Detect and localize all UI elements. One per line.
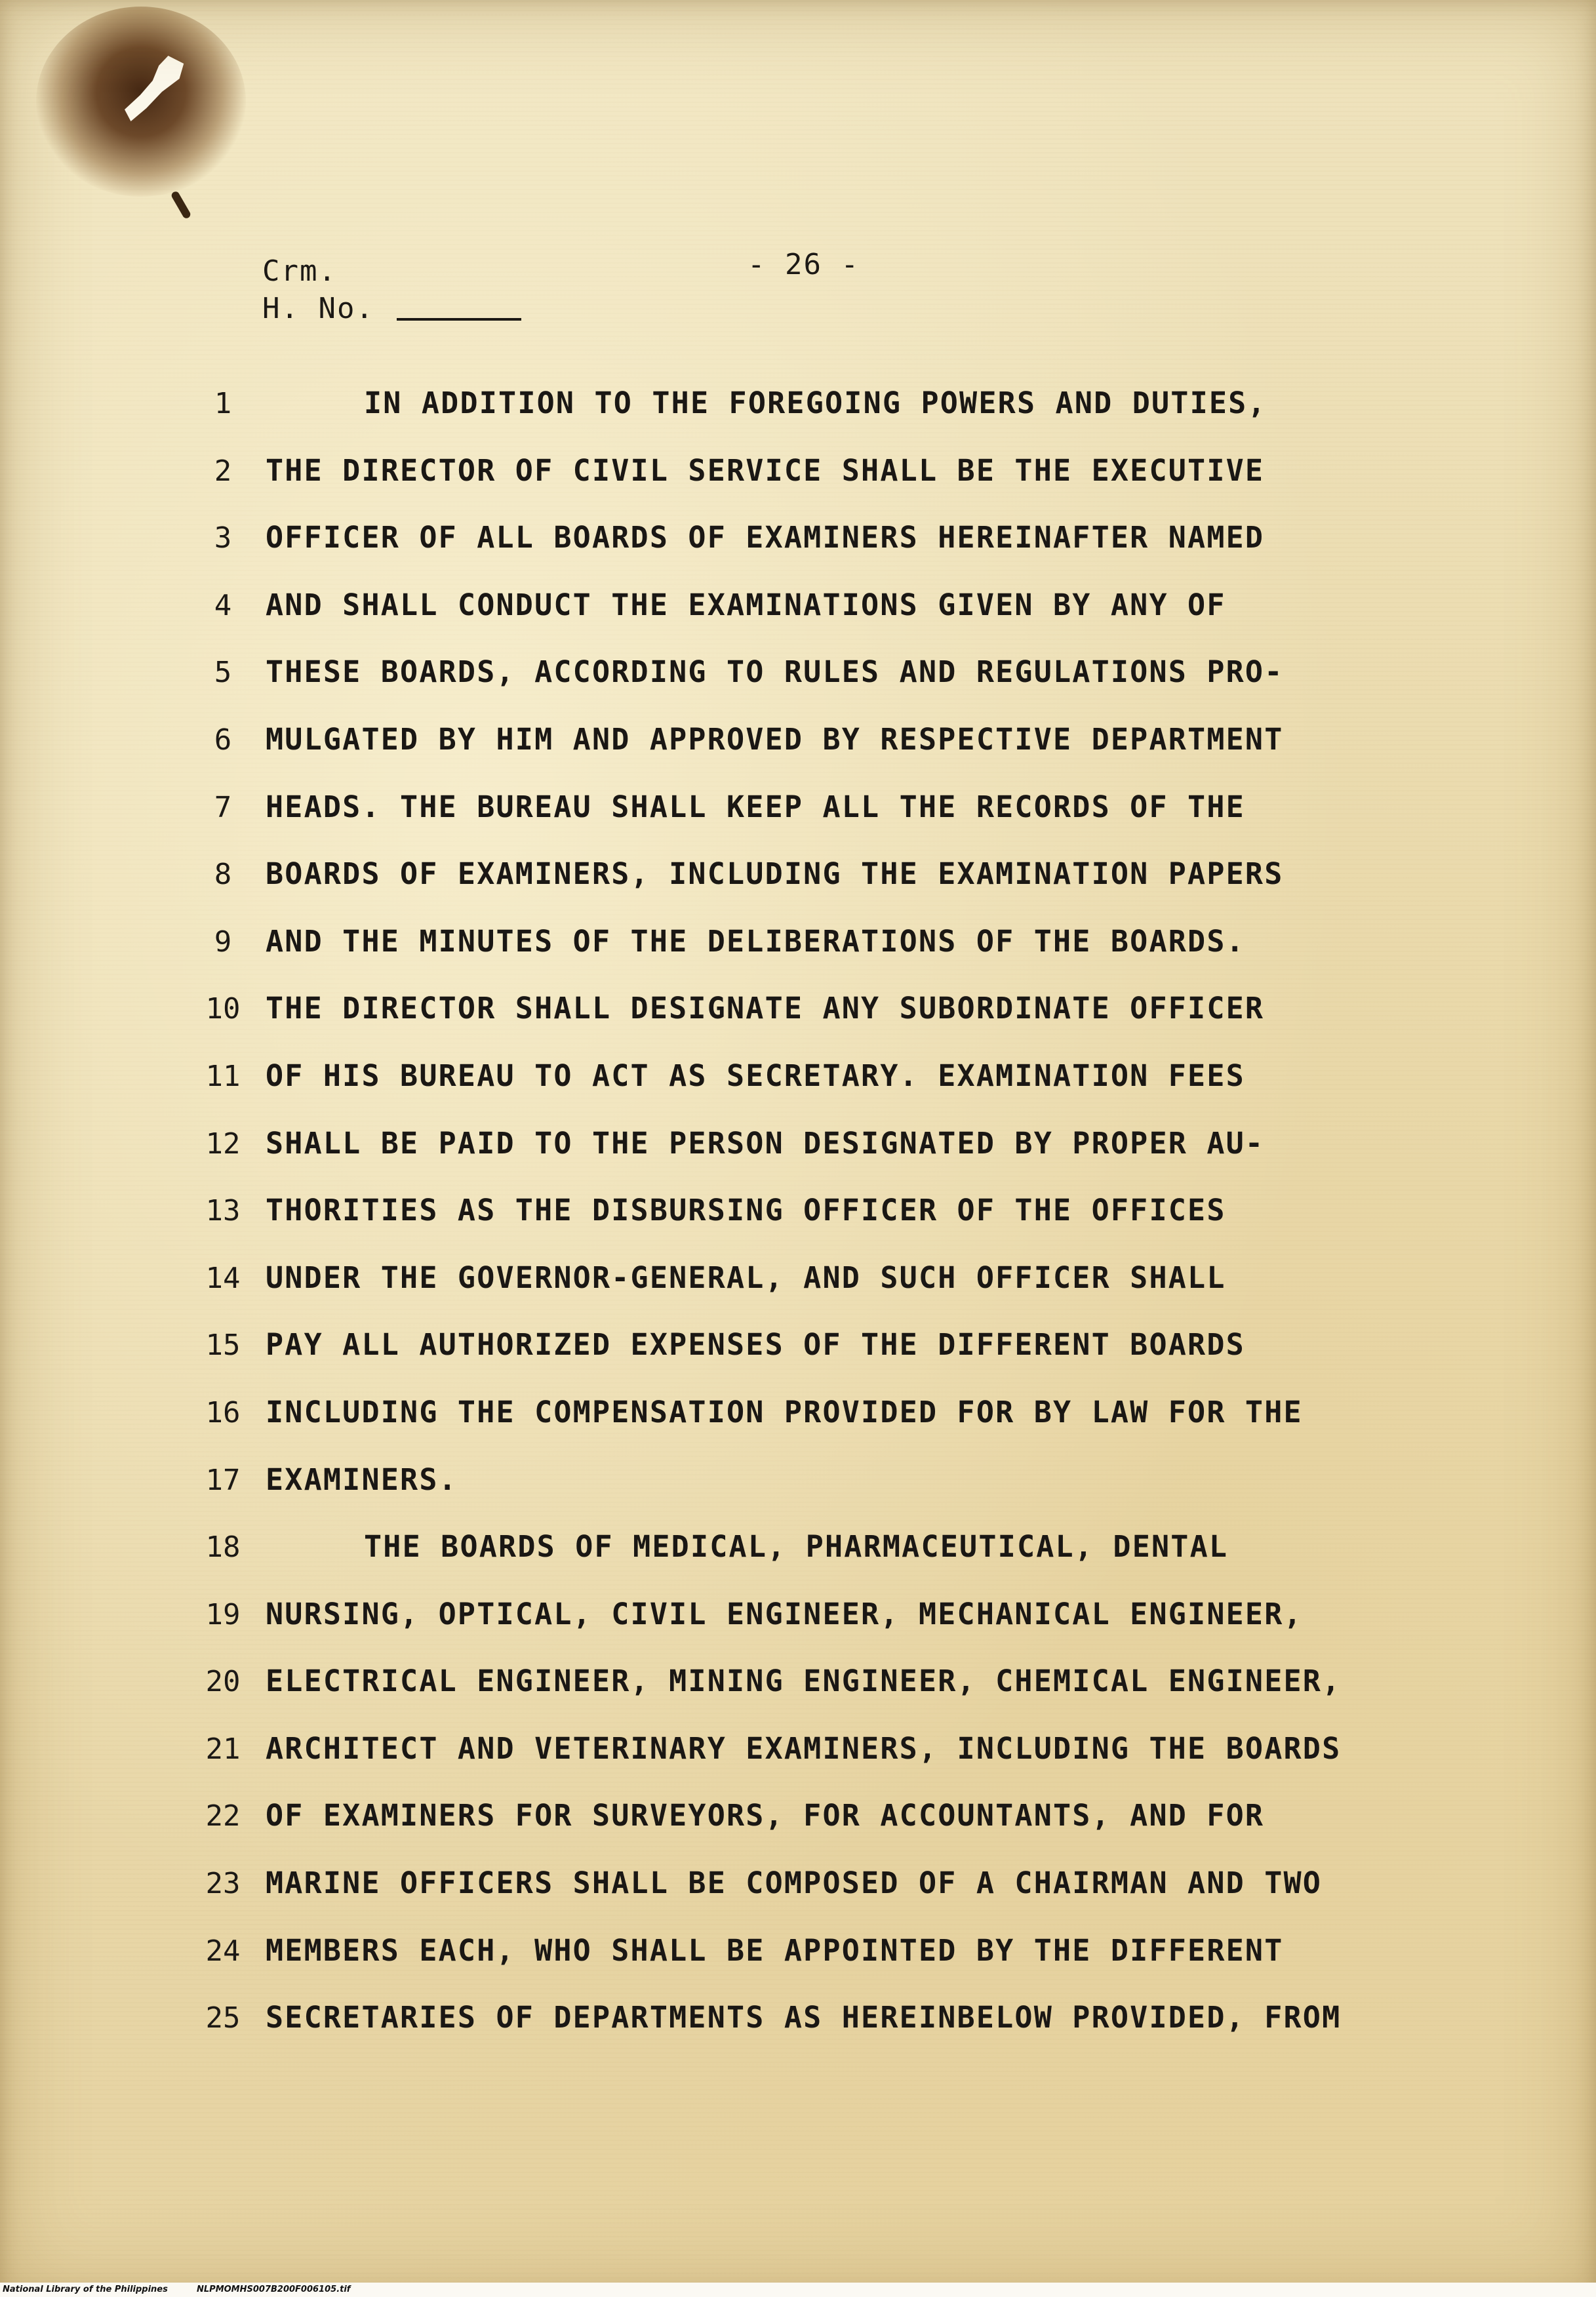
line-number: 4 bbox=[214, 588, 232, 622]
line-text: INCLUDING THE COMPENSATION PROVIDED FOR BY LAW FOR THE bbox=[266, 1394, 1303, 1429]
text-line bbox=[0, 1927, 1596, 1994]
text-line bbox=[0, 1186, 1596, 1254]
text-line bbox=[0, 1657, 1596, 1725]
line-text: THORITIES AS THE DISBURSING OFFICER OF THE OFFICES bbox=[266, 1193, 1226, 1228]
house-number-blank-line bbox=[397, 318, 521, 321]
numbered-text-body bbox=[0, 379, 1596, 2061]
line-text: EXAMINERS. bbox=[266, 1462, 458, 1497]
text-line bbox=[0, 917, 1596, 985]
crm-label: Crm. bbox=[262, 254, 337, 288]
line-number: 11 bbox=[205, 1059, 241, 1093]
line-text: SECRETARIES OF DEPARTMENTS AS HEREINBELOW PROVIDED, FROM bbox=[266, 2000, 1342, 2035]
scan-filename: NLPMOMHS007B200F006105.tif bbox=[197, 2285, 351, 2294]
line-number: 13 bbox=[205, 1194, 241, 1228]
line-number: 10 bbox=[205, 992, 241, 1026]
text-line bbox=[0, 715, 1596, 783]
line-number: 16 bbox=[205, 1395, 241, 1429]
line-number: 2 bbox=[214, 454, 232, 488]
text-line bbox=[0, 1590, 1596, 1658]
text-line bbox=[0, 783, 1596, 850]
text-line bbox=[0, 1993, 1596, 2061]
line-number: 6 bbox=[214, 723, 232, 757]
line-text: AND SHALL CONDUCT THE EXAMINATIONS GIVEN BY ANY OF bbox=[266, 587, 1226, 622]
line-number: 23 bbox=[205, 1867, 241, 1901]
text-line bbox=[0, 1791, 1596, 1859]
line-number: 19 bbox=[205, 1597, 241, 1631]
library-credit: National Library of the Philippines bbox=[3, 2285, 168, 2294]
line-number: 15 bbox=[205, 1328, 241, 1363]
text-line bbox=[0, 850, 1596, 917]
line-number: 21 bbox=[205, 1732, 241, 1766]
line-text: ELECTRICAL ENGINEER, MINING ENGINEER, CHEMICAL ENGINEER, bbox=[266, 1664, 1342, 1699]
text-line bbox=[0, 513, 1596, 581]
line-number: 17 bbox=[205, 1463, 241, 1497]
line-text: PAY ALL AUTHORIZED EXPENSES OF THE DIFFERENT BOARDS bbox=[266, 1327, 1245, 1363]
line-text: MARINE OFFICERS SHALL BE COMPOSED OF A CHAIRMAN AND TWO bbox=[266, 1866, 1323, 1901]
line-number: 20 bbox=[205, 1665, 241, 1699]
line-text: ARCHITECT AND VETERINARY EXAMINERS, INCLUDING THE BOARDS bbox=[266, 1730, 1342, 1766]
text-line bbox=[0, 581, 1596, 649]
line-number: 14 bbox=[205, 1261, 241, 1295]
line-number: 18 bbox=[205, 1530, 241, 1565]
house-number-label: H. No. bbox=[262, 292, 374, 325]
line-text: OFFICER OF ALL BOARDS OF EXAMINERS HEREINAFTER NAMED bbox=[266, 520, 1265, 555]
text-line bbox=[0, 1254, 1596, 1321]
archive-caption bbox=[0, 2283, 1596, 2297]
house-number-field bbox=[262, 292, 521, 325]
line-text: THESE BOARDS, ACCORDING TO RULES AND REGULATIONS PRO- bbox=[266, 654, 1284, 690]
line-text: HEADS. THE BUREAU SHALL KEEP ALL THE RECORDS OF THE bbox=[266, 789, 1245, 824]
line-text: MEMBERS EACH, WHO SHALL BE APPOINTED BY THE DIFFERENT bbox=[266, 1932, 1284, 1968]
text-line bbox=[0, 1119, 1596, 1187]
line-number: 25 bbox=[205, 2001, 241, 2035]
line-number: 3 bbox=[214, 521, 232, 555]
line-text: THE BOARDS OF MEDICAL, PHARMACEUTICAL, DENTAL bbox=[364, 1529, 1229, 1565]
line-number: 8 bbox=[214, 858, 232, 892]
line-number: 24 bbox=[205, 1934, 241, 1968]
line-number: 22 bbox=[205, 1799, 241, 1833]
line-text: OF HIS BUREAU TO ACT AS SECRETARY. EXAMINATION FEES bbox=[266, 1058, 1245, 1093]
line-text: IN ADDITION TO THE FOREGOING POWERS AND DUTIES, bbox=[364, 386, 1267, 420]
text-line bbox=[0, 648, 1596, 715]
line-text: THE DIRECTOR SHALL DESIGNATE ANY SUBORDINATE OFFICER bbox=[266, 991, 1265, 1026]
line-number: 12 bbox=[205, 1127, 241, 1161]
line-text: NURSING, OPTICAL, CIVIL ENGINEER, MECHANICAL ENGINEER, bbox=[266, 1596, 1303, 1631]
text-line bbox=[0, 1859, 1596, 1927]
text-line bbox=[0, 984, 1596, 1052]
burn-streak bbox=[170, 190, 192, 220]
line-number: 7 bbox=[214, 790, 232, 824]
line-text: THE DIRECTOR OF CIVIL SERVICE SHALL BE THE EXECUTIVE bbox=[266, 452, 1265, 488]
text-line bbox=[0, 379, 1596, 447]
text-line bbox=[0, 1388, 1596, 1456]
page-number: - 26 - bbox=[748, 248, 860, 281]
line-number: 5 bbox=[214, 656, 232, 690]
text-line bbox=[0, 1321, 1596, 1388]
text-line bbox=[0, 1725, 1596, 1792]
line-number: 1 bbox=[214, 387, 232, 420]
line-text: SHALL BE PAID TO THE PERSON DESIGNATED BY PROPER AU- bbox=[266, 1125, 1265, 1161]
line-text: UNDER THE GOVERNOR-GENERAL, AND SUCH OFFICER SHALL bbox=[266, 1260, 1226, 1295]
line-text: MULGATED BY HIM AND APPROVED BY RESPECTIVE DEPARTMENT bbox=[266, 721, 1284, 757]
text-line bbox=[0, 1456, 1596, 1523]
text-line bbox=[0, 447, 1596, 514]
line-text: BOARDS OF EXAMINERS, INCLUDING THE EXAMINATION PAPERS bbox=[266, 856, 1284, 892]
line-text: OF EXAMINERS FOR SURVEYORS, FOR ACCOUNTANTS, AND FOR bbox=[266, 1798, 1265, 1833]
text-line bbox=[0, 1523, 1596, 1590]
text-line bbox=[0, 1052, 1596, 1119]
line-text: AND THE MINUTES OF THE DELIBERATIONS OF THE BOARDS. bbox=[266, 923, 1245, 959]
line-number: 9 bbox=[214, 925, 232, 959]
